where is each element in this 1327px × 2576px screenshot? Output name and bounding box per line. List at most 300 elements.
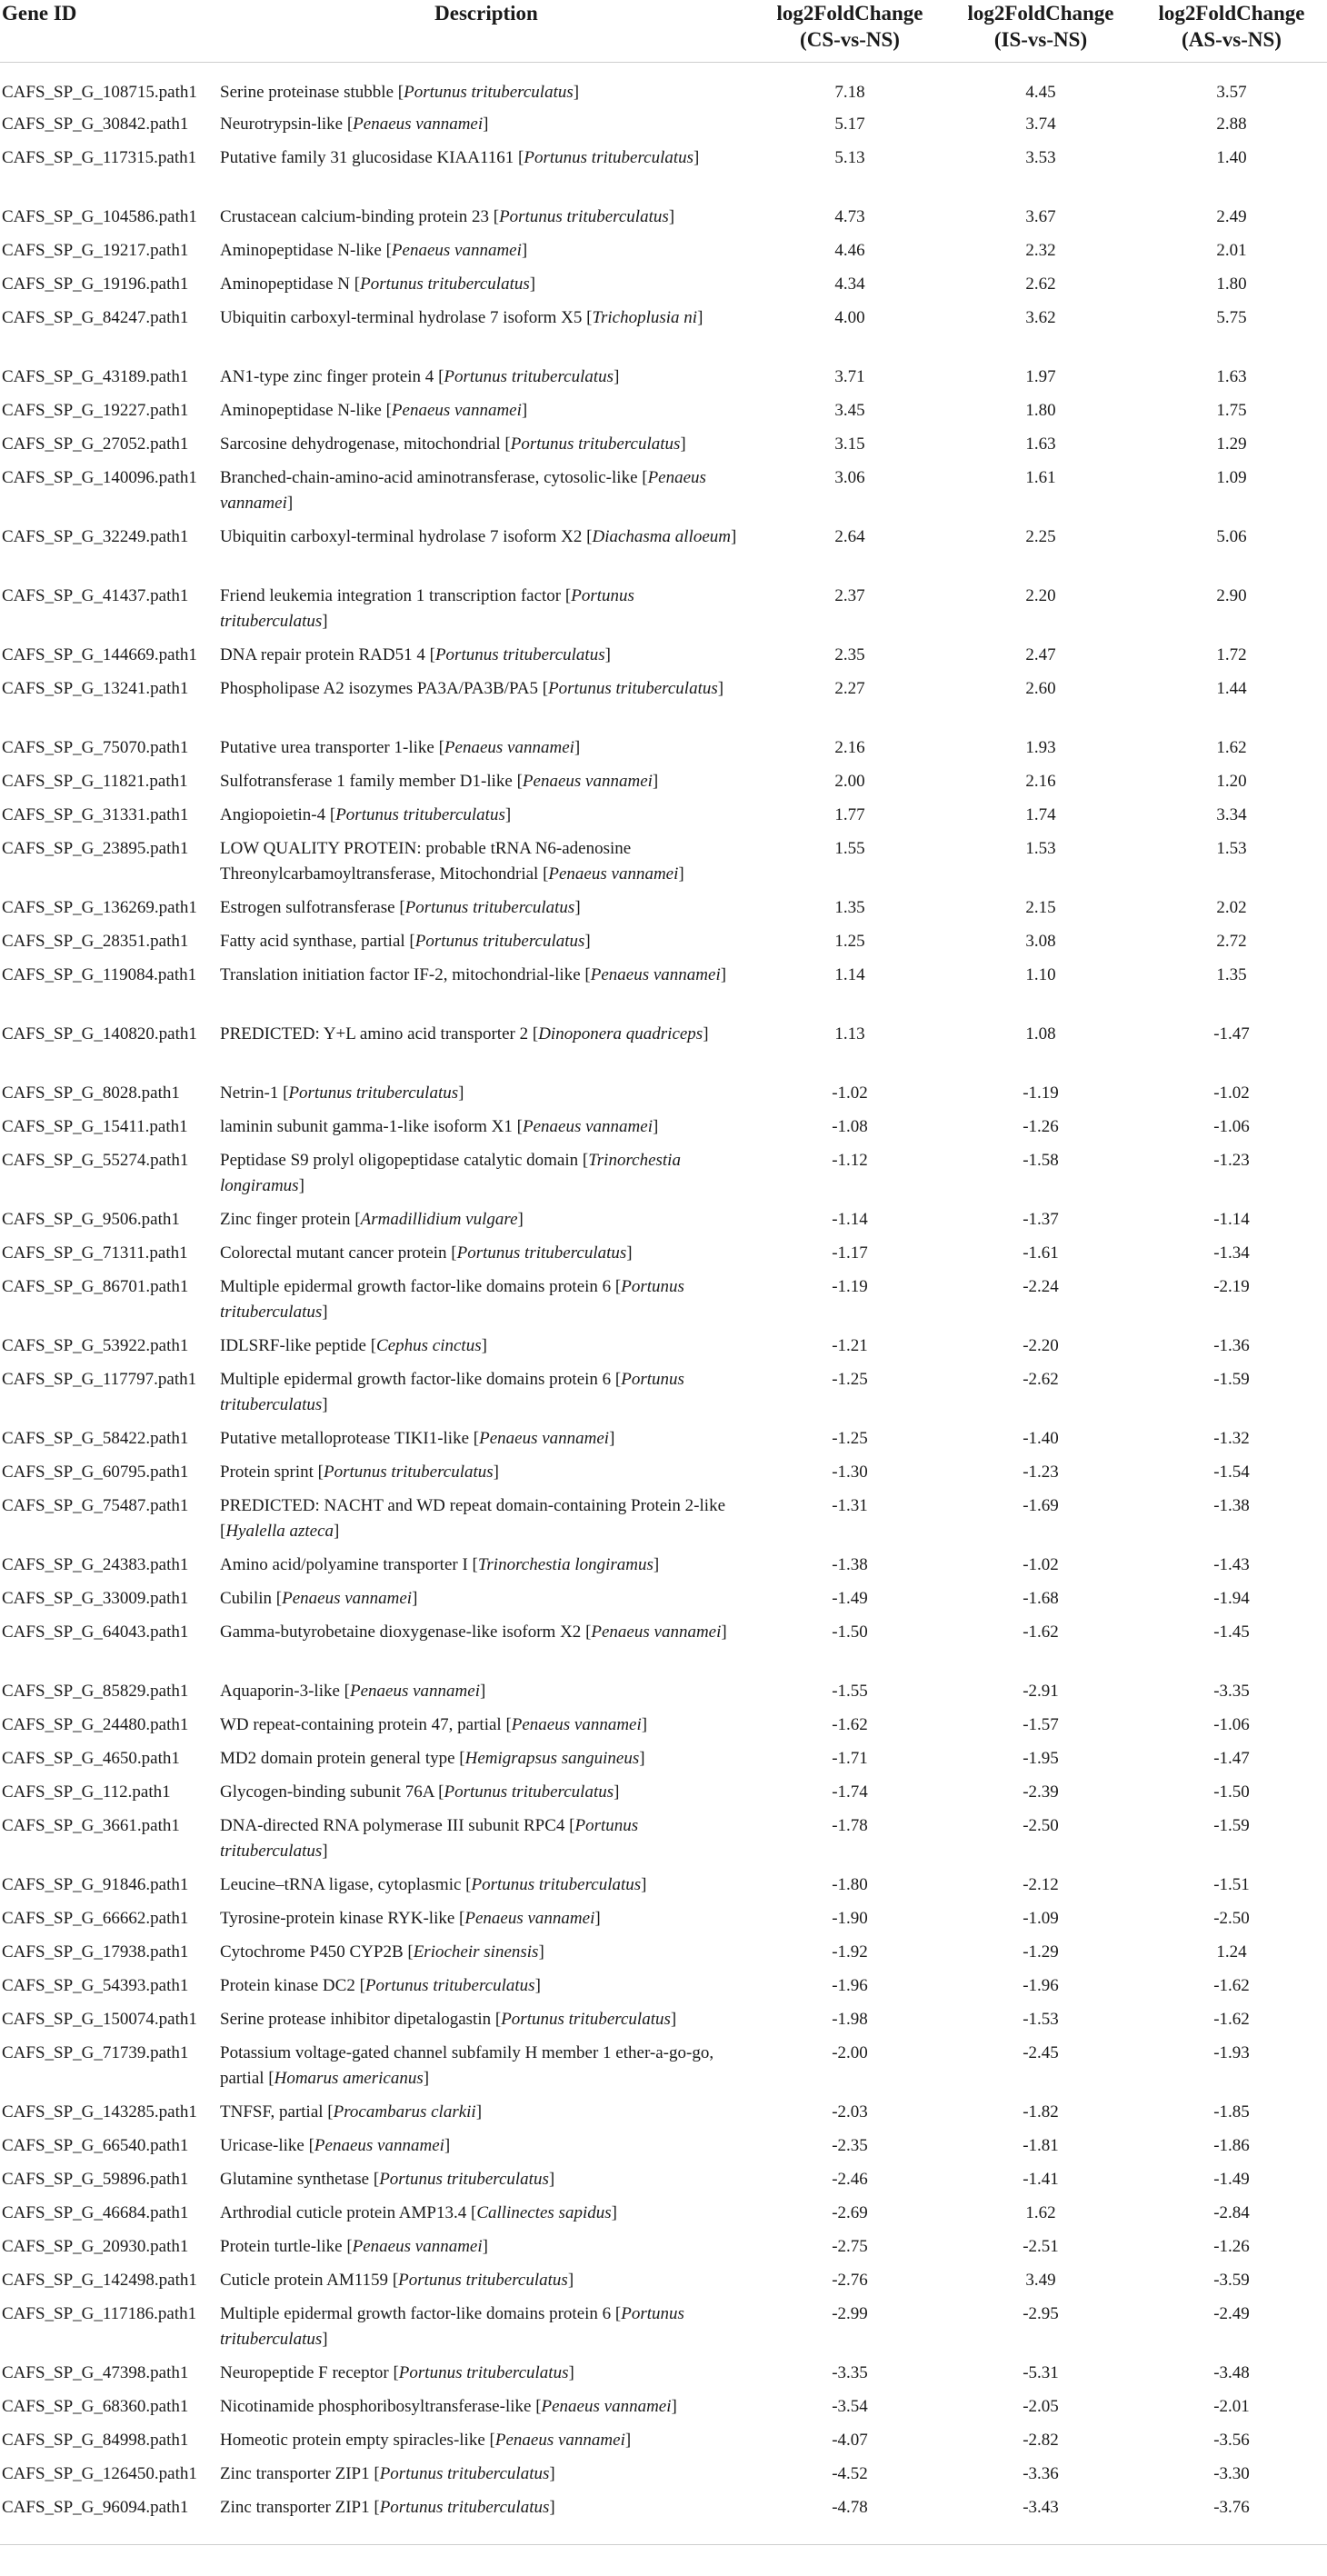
gene-id-cell: CAFS_SP_G_41437.path1 [2,586,189,605]
description-cell: Zinc transporter ZIP1 [Portunus trituberculatus] [220,2464,555,2483]
description-text: Cytochrome P450 CYP2B [220,1942,404,1962]
table-row [0,895,1327,929]
gene-id-cell: CAFS_SP_G_140820.path1 [2,1024,197,1043]
table-row [0,1148,1327,1207]
species-name: Trinorchestia longiramus [220,1151,681,1195]
species-name: Penaeus vannamei [591,1622,722,1642]
description-text: Crustacean calcium-binding protein 23 [220,207,489,226]
gene-id-cell: CAFS_SP_G_19227.path1 [2,401,189,420]
species-name: Portunus trituberculatus [288,1083,459,1103]
cs-vs-ns-value: 2.35 [834,645,865,664]
cs-vs-ns-value: -1.14 [832,1210,868,1229]
species-name: Callinectes sapidus [476,2203,612,2222]
species-name: Portunus trituberculatus [434,645,605,664]
table-row [0,769,1327,803]
description-text: Uricase-like [220,2136,304,2155]
gene-id-cell: CAFS_SP_G_126450.path1 [2,2464,197,2483]
description-cell: Potassium voltage-gated channel subfamily H member 1 ether-a-go-go, partial [Homarus americanus] [220,2043,714,2088]
cs-vs-ns-value: 4.73 [834,207,865,226]
table-row [0,1274,1327,1333]
species-name: Portunus trituberculatus [379,2170,549,2189]
description-cell: WD repeat-containing protein 47, partial [Penaeus vannamei] [220,1715,648,1734]
description-cell: Friend leukemia integration 1 transcription factor [Portunus trituberculatus] [220,586,634,631]
table-row [0,2133,1327,2167]
species-name: Penaeus vannamei [494,2431,625,2450]
as-vs-ns-value: -1.26 [1213,2237,1250,2256]
species-name: Penaeus vannamei [349,1682,480,1701]
description-text: Multiple epidermal growth factor-like domains protein 6 [220,1277,612,1296]
description-cell: TNFSF, partial [Procambarus clarkii] [220,2102,483,2122]
cs-vs-ns-value: -1.49 [832,1589,868,1608]
description-cell: Sarcosine dehydrogenase, mitochondrial [Portunus trituberculatus] [220,434,686,454]
is-vs-ns-value: -1.53 [1023,2010,1059,2029]
cs-vs-ns-value: -1.96 [832,1976,868,1995]
description-cell: Protein sprint [Portunus trituberculatus] [220,1463,499,1482]
table-row [0,205,1327,238]
species-name: Hemigrapsus sanguineus [464,1749,640,1768]
is-vs-ns-value: 1.97 [1025,367,1056,386]
species-name: Portunus trituberculatus [444,1782,614,1802]
table-row [0,2495,1327,2544]
cs-vs-ns-value: -1.50 [832,1622,868,1642]
species-name: Penaeus vannamei [352,2237,483,2256]
is-vs-ns-value: 2.15 [1025,898,1056,917]
species-name: Portunus trituberculatus [220,1816,639,1861]
species-name: Armadillidium vulgare [360,1210,518,1229]
cs-vs-ns-value: -1.78 [832,1816,868,1835]
description-cell: Cytochrome P450 CYP2B [Eriocheir sinensis] [220,1942,544,1962]
description-text: Ubiquitin carboxyl-terminal hydrolase 7 isoform X2 [220,527,583,546]
gene-id-cell: CAFS_SP_G_55274.path1 [2,1151,189,1170]
table-row [0,1586,1327,1620]
gene-id-cell: CAFS_SP_G_47398.path1 [2,2363,189,2382]
description-cell: Ubiquitin carboxyl-terminal hydrolase 7 isoform X5 [Trichoplusia ni] [220,308,703,327]
cs-vs-ns-value: -1.31 [832,1496,868,1515]
is-vs-ns-value: 2.16 [1025,772,1056,791]
cs-vs-ns-value: -1.62 [832,1715,868,1734]
as-vs-ns-value: -1.85 [1213,2102,1250,2122]
description-cell: Netrin-1 [Portunus trituberculatus] [220,1083,464,1103]
gene-id-cell: CAFS_SP_G_20930.path1 [2,2237,189,2256]
as-vs-ns-value: -1.50 [1213,1782,1250,1802]
description-cell: Cubilin [Penaeus vannamei] [220,1589,418,1608]
description-text: Sulfotransferase 1 family member D1-like [220,772,513,791]
cs-vs-ns-value: -1.71 [832,1749,868,1768]
description-cell: Multiple epidermal growth factor-like domains protein 6 [Portunus trituberculatus] [220,1370,684,1414]
description-text: DNA repair protein RAD51 4 [220,645,425,664]
species-name: Procambarus clarkii [333,2102,476,2122]
as-vs-ns-value: 2.72 [1216,932,1247,951]
description-cell: laminin subunit gamma-1-like isoform X1 [Penaeus vannamei] [220,1117,659,1136]
cs-vs-ns-value: -3.54 [832,2397,868,2416]
as-vs-ns-value: 2.02 [1216,898,1247,917]
is-vs-ns-value: 3.67 [1025,207,1056,226]
cs-vs-ns-value: -1.19 [832,1277,868,1296]
as-vs-ns-value: 2.88 [1216,115,1247,134]
description-text: Neurotrypsin-like [220,115,344,134]
description-cell: Tyrosine-protein kinase RYK-like [Penaeus vannamei] [220,1909,601,1928]
table-row [0,2428,1327,2461]
description-text: Putative metalloprotease TIKI1-like [220,1429,470,1448]
as-vs-ns-value: 5.75 [1216,308,1247,327]
table-row [0,305,1327,364]
description-cell: Peptidase S9 prolyl oligopeptidase catalytic domain [Trinorchestia longiramus] [220,1151,681,1195]
table-row [0,1780,1327,1813]
table-row [0,584,1327,643]
is-vs-ns-value: 1.63 [1025,434,1056,454]
header-gene-id: Gene ID [0,0,218,62]
cs-vs-ns-value: 4.00 [834,308,865,327]
is-vs-ns-value: -2.39 [1023,1782,1059,1802]
species-name: Penaeus vannamei [220,468,706,513]
as-vs-ns-value: 1.80 [1216,275,1247,294]
is-vs-ns-value: 2.20 [1025,586,1056,605]
is-vs-ns-value: 3.62 [1025,308,1056,327]
species-name: Penaeus vannamei [391,241,522,260]
description-text: PREDICTED: NACHT and WD repeat domain-containing Protein 2-like [220,1496,726,1515]
species-name: Portunus trituberculatus [404,82,574,102]
is-vs-ns-value: -1.62 [1023,1622,1059,1642]
species-name: Penaeus vannamei [282,1589,413,1608]
gene-id-cell: CAFS_SP_G_15411.path1 [2,1117,188,1136]
as-vs-ns-value: -3.48 [1213,2363,1250,2382]
as-vs-ns-value: -1.23 [1213,1151,1250,1170]
gene-id-cell: CAFS_SP_G_28351.path1 [2,932,189,951]
as-vs-ns-value: -3.59 [1213,2271,1250,2290]
as-vs-ns-value: -1.51 [1213,1875,1250,1894]
description-text: Cubilin [220,1589,273,1608]
description-text: Multiple epidermal growth factor-like domains protein 6 [220,1370,612,1389]
description-text: Multiple epidermal growth factor-like domains protein 6 [220,2304,612,2323]
description-cell: Homeotic protein empty spiracles-like [Penaeus vannamei] [220,2431,632,2450]
table-row [0,465,1327,524]
description-text: Glycogen-binding subunit 76A [220,1782,434,1802]
cs-vs-ns-value: -1.21 [832,1336,868,1355]
description-cell: Gamma-butyrobetaine dioxygenase-like isoform X2 [Penaeus vannamei] [220,1622,727,1642]
is-vs-ns-value: -1.57 [1023,1715,1059,1734]
gene-id-cell: CAFS_SP_G_71739.path1 [2,2043,189,2062]
gene-id-cell: CAFS_SP_G_30842.path1 [2,115,189,134]
as-vs-ns-value: 1.44 [1216,679,1247,698]
description-cell: Aquaporin-3-like [Penaeus vannamei] [220,1682,486,1701]
table-row [0,2007,1327,2041]
description-text: AN1-type zinc finger protein 4 [220,367,434,386]
gene-id-cell: CAFS_SP_G_24480.path1 [2,1715,189,1734]
description-cell: Branched-chain-amino-acid aminotransferase, cytosolic-like [Penaeus vannamei] [220,468,706,513]
description-cell: Protein kinase DC2 [Portunus trituberculatus] [220,1976,541,1995]
cs-vs-ns-value: -2.46 [832,2170,868,2189]
cs-vs-ns-value: 5.13 [834,148,865,167]
is-vs-ns-value: -1.23 [1023,1463,1059,1482]
description-cell: Putative family 31 glucosidase KIAA1161 [Portunus trituberculatus] [220,148,700,167]
as-vs-ns-value: -1.47 [1213,1024,1250,1043]
cs-vs-ns-value: 2.27 [834,679,865,698]
table-row [0,1493,1327,1553]
description-text: Protein sprint [220,1463,314,1482]
cs-vs-ns-value: -1.25 [832,1370,868,1389]
as-vs-ns-value: 3.57 [1216,82,1247,102]
description-text: Ubiquitin carboxyl-terminal hydrolase 7 isoform X5 [220,308,583,327]
as-vs-ns-value: 1.62 [1216,738,1247,757]
description-text: Neuropeptide F receptor [220,2363,389,2382]
table-row [0,1081,1327,1114]
table-row [0,643,1327,676]
is-vs-ns-value: -1.82 [1023,2102,1059,2122]
table-row [0,2301,1327,2361]
as-vs-ns-value: 1.29 [1216,434,1247,454]
gene-id-cell: CAFS_SP_G_66540.path1 [2,2136,189,2155]
cs-vs-ns-value: -1.12 [832,1151,868,1170]
species-name: Portunus trituberculatus [220,1370,684,1414]
cs-vs-ns-value: 1.13 [834,1024,865,1043]
description-text: Zinc finger protein [220,1210,351,1229]
species-name: Homarus americanus [274,2069,424,2088]
species-name: Portunus trituberculatus [220,586,634,631]
as-vs-ns-value: -1.36 [1213,1336,1250,1355]
cs-vs-ns-value: 2.16 [834,738,865,757]
description-text: Arthrodial cuticle protein AMP13.4 [220,2203,467,2222]
table-row [0,524,1327,584]
gene-id-cell: CAFS_SP_G_33009.path1 [2,1589,189,1608]
cs-vs-ns-value: -1.98 [832,2010,868,2029]
species-name: Portunus trituberculatus [379,2464,550,2483]
is-vs-ns-value: 1.08 [1025,1024,1056,1043]
gene-id-cell: CAFS_SP_G_58422.path1 [2,1429,189,1448]
is-vs-ns-value: -2.50 [1023,1816,1059,1835]
as-vs-ns-value: 1.72 [1216,645,1247,664]
gene-id-cell: CAFS_SP_G_43189.path1 [2,367,189,386]
table-row [0,432,1327,465]
as-vs-ns-value: 1.63 [1216,367,1247,386]
species-name: Portunus trituberculatus [471,1875,642,1894]
gene-id-cell: CAFS_SP_G_17938.path1 [2,1942,189,1962]
table-row [0,929,1327,963]
species-name: Portunus trituberculatus [220,1277,684,1322]
description-cell: Serine protease inhibitor dipetalogastin [Portunus trituberculatus] [220,2010,677,2029]
header-cs-vs-ns: log2FoldChange (CS-vs-NS) [754,0,945,62]
as-vs-ns-value: -1.45 [1213,1622,1250,1642]
is-vs-ns-value: 2.62 [1025,275,1056,294]
species-name: Portunus trituberculatus [324,1463,494,1482]
description-cell: Phospholipase A2 isozymes PA3A/PA3B/PA5 [Portunus trituberculatus] [220,679,724,698]
table-row [0,735,1327,769]
species-name: Portunus trituberculatus [501,2010,671,2029]
description-text: Translation initiation factor IF-2, mitochondrial-like [220,965,581,984]
table-row [0,1746,1327,1780]
gene-id-cell: CAFS_SP_G_24383.path1 [2,1555,189,1574]
table-row [0,2201,1327,2234]
description-text: WD repeat-containing protein 47, partial [220,1715,502,1734]
description-cell: Protein turtle-like [Penaeus vannamei] [220,2237,488,2256]
description-text: Zinc transporter ZIP1 [220,2464,370,2483]
gene-id-cell: CAFS_SP_G_32249.path1 [2,527,189,546]
cs-vs-ns-value: 2.64 [834,527,865,546]
cs-vs-ns-value: -1.30 [832,1463,868,1482]
cs-vs-ns-value: -4.78 [754,2495,945,2544]
species-name: Trinorchestia longiramus [477,1555,654,1574]
is-vs-ns-value: -1.19 [1023,1083,1059,1103]
table-row [0,1712,1327,1746]
cs-vs-ns-value: -4.52 [832,2464,868,2483]
description-cell: Serine proteinase stubble [Portunus trituberculatus] [220,82,580,102]
is-vs-ns-value: 1.80 [1025,401,1056,420]
description-text: Serine protease inhibitor dipetalogastin [220,2010,492,2029]
table-row [0,2167,1327,2201]
cs-vs-ns-value: -1.02 [832,1083,868,1103]
description-text: Nicotinamide phosphoribosyltransferase-like [220,2397,532,2416]
header-is-vs-ns: log2FoldChange (IS-vs-NS) [945,0,1136,62]
gene-id-cell: CAFS_SP_G_84998.path1 [2,2431,189,2450]
description-cell: LOW QUALITY PROTEIN: probable tRNA N6-adenosine Threonylcarbamoyltransferase, Mitochondrial [Penaeus vannamei] [220,839,684,884]
description-cell: Leucine–tRNA ligase, cytoplasmic [Portunus trituberculatus] [220,1875,647,1894]
as-vs-ns-value: -1.86 [1213,2136,1250,2155]
is-vs-ns-value: -2.05 [1023,2397,1059,2416]
table-row [0,1426,1327,1460]
description-cell: Nicotinamide phosphoribosyltransferase-like [Penaeus vannamei] [220,2397,677,2416]
as-vs-ns-value: -2.84 [1213,2203,1250,2222]
as-vs-ns-value: -2.50 [1213,1909,1250,1928]
table-row [0,1333,1327,1367]
is-vs-ns-value: -2.45 [1023,2043,1059,2062]
as-vs-ns-value: 2.49 [1216,207,1247,226]
table-row [0,1940,1327,1973]
description-cell: Aminopeptidase N [Portunus trituberculatus] [220,275,536,294]
is-vs-ns-value: -2.95 [1023,2304,1059,2323]
gene-id-cell: CAFS_SP_G_117797.path1 [2,1370,197,1389]
as-vs-ns-value: -1.14 [1213,1210,1250,1229]
species-name: Portunus trituberculatus [335,805,505,824]
description-text: Homeotic protein empty spiracles-like [220,2431,485,2450]
cs-vs-ns-value: 5.17 [834,115,865,134]
is-vs-ns-value: 2.25 [1025,527,1056,546]
as-vs-ns-value: 5.06 [1216,527,1247,546]
description-cell: Putative urea transporter 1-like [Penaeus vannamei] [220,738,581,757]
header-description: Description [218,0,754,62]
description-cell: Cuticle protein AM1159 [Portunus trituberculatus] [220,2271,574,2290]
description-text: Netrin-1 [220,1083,279,1103]
description-cell: DNA-directed RNA polymerase III subunit RPC4 [Portunus trituberculatus] [220,1816,639,1861]
as-vs-ns-value: -3.35 [1213,1682,1250,1701]
as-vs-ns-value: -1.34 [1213,1243,1250,1263]
species-name: Penaeus vannamei [511,1715,642,1734]
description-cell: PREDICTED: Y+L amino acid transporter 2 [Dinoponera quadriceps] [220,1024,709,1043]
as-vs-ns-value: -1.62 [1213,2010,1250,2029]
description-cell: Zinc transporter ZIP1 [Portunus trituberculatus] [218,2495,754,2544]
is-vs-ns-value: -1.81 [1023,2136,1059,2155]
is-vs-ns-value: -1.58 [1023,1151,1059,1170]
cs-vs-ns-value: -1.25 [832,1429,868,1448]
description-text: MD2 domain protein general type [220,1749,455,1768]
gene-id-cell: CAFS_SP_G_86701.path1 [2,1277,189,1296]
gene-id-cell: CAFS_SP_G_119084.path1 [2,965,197,984]
description-cell: Uricase-like [Penaeus vannamei] [220,2136,451,2155]
cs-vs-ns-value: 1.77 [834,805,865,824]
species-name: Hyalella azteca [225,1522,334,1541]
as-vs-ns-value: 2.90 [1216,586,1247,605]
cs-vs-ns-value: 3.45 [834,401,865,420]
description-text: LOW QUALITY PROTEIN: probable tRNA N6-adenosine Threonylcarbamoyltransferase, Mitochondrial [220,839,632,884]
description-text: Putative family 31 glucosidase KIAA1161 [220,148,514,167]
gene-id-cell: CAFS_SP_G_140096.path1 [2,468,197,487]
species-name: Penaeus vannamei [522,1117,653,1136]
gene-id-cell: CAFS_SP_G_71311.path1 [2,1243,188,1263]
is-vs-ns-value: -2.24 [1023,1277,1059,1296]
is-vs-ns-value: 2.60 [1025,679,1056,698]
gene-id-cell: CAFS_SP_G_96094.path1 [0,2495,218,2544]
as-vs-ns-value: 1.20 [1216,772,1247,791]
as-vs-ns-value: -1.43 [1213,1555,1250,1574]
gene-id-cell: CAFS_SP_G_75487.path1 [2,1496,189,1515]
description-cell: Ubiquitin carboxyl-terminal hydrolase 7 isoform X2 [Diachasma alloeum] [220,527,737,546]
description-cell: Neurotrypsin-like [Penaeus vannamei] [220,115,489,134]
cs-vs-ns-value: 1.25 [834,932,865,951]
table-row [0,2234,1327,2268]
cs-vs-ns-value: 1.55 [834,839,865,858]
table-row [0,364,1327,398]
table-row [0,238,1327,272]
is-vs-ns-value: -1.09 [1023,1909,1059,1928]
table-row [0,2100,1327,2133]
description-cell: Multiple epidermal growth factor-like domains protein 6 [Portunus trituberculatus] [220,2304,684,2349]
table-row [0,272,1327,305]
table-row [0,676,1327,735]
as-vs-ns-value: -3.30 [1213,2464,1250,2483]
description-text: Putative urea transporter 1-like [220,738,434,757]
species-name: Penaeus vannamei [314,2136,444,2155]
cs-vs-ns-value: -2.75 [832,2237,868,2256]
species-name: Eriocheir sinensis [413,1942,539,1962]
is-vs-ns-value: -2.12 [1023,1875,1059,1894]
cs-vs-ns-value: -1.38 [832,1555,868,1574]
gene-id-cell: CAFS_SP_G_11821.path1 [2,772,188,791]
as-vs-ns-value: 1.09 [1216,468,1247,487]
table-row [0,1620,1327,1679]
as-vs-ns-value: -3.76 [1136,2495,1327,2544]
description-cell: Neuropeptide F receptor [Portunus trituberculatus] [220,2363,574,2382]
gene-id-cell: CAFS_SP_G_104586.path1 [2,207,197,226]
is-vs-ns-value: -1.02 [1023,1555,1059,1574]
cs-vs-ns-value: -1.17 [832,1243,868,1263]
table-row [0,2461,1327,2495]
cs-vs-ns-value: -2.00 [832,2043,868,2062]
table-row [0,1022,1327,1081]
table-row [0,963,1327,1022]
gene-id-cell: CAFS_SP_G_150074.path1 [2,2010,197,2029]
gene-id-cell: CAFS_SP_G_60795.path1 [2,1463,189,1482]
table-row [0,2268,1327,2301]
as-vs-ns-value: -1.32 [1213,1429,1250,1448]
species-name: Penaeus vannamei [353,115,484,134]
as-vs-ns-value: 2.01 [1216,241,1247,260]
gene-id-cell: CAFS_SP_G_27052.path1 [2,434,189,454]
gene-id-cell: CAFS_SP_G_117315.path1 [2,148,197,167]
gene-id-cell: CAFS_SP_G_64043.path1 [2,1622,189,1642]
species-name: Penaeus vannamei [444,738,574,757]
description-cell: MD2 domain protein general type [Hemigrapsus sanguineus] [220,1749,645,1768]
cs-vs-ns-value: -1.92 [832,1942,868,1962]
table-row [0,803,1327,836]
description-text: Colorectal mutant cancer protein [220,1243,447,1263]
description-cell: Glutamine synthetase [Portunus trituberculatus] [220,2170,555,2189]
as-vs-ns-value: -1.59 [1213,1370,1250,1389]
header-row [0,0,1327,62]
description-text: Sarcosine dehydrogenase, mitochondrial [220,434,501,454]
species-name: Penaeus vannamei [479,1429,610,1448]
as-vs-ns-value: -1.59 [1213,1816,1250,1835]
description-cell: Amino acid/polyamine transporter I [Trinorchestia longiramus] [220,1555,660,1574]
cs-vs-ns-value: -1.08 [832,1117,868,1136]
description-text: Amino acid/polyamine transporter I [220,1555,468,1574]
